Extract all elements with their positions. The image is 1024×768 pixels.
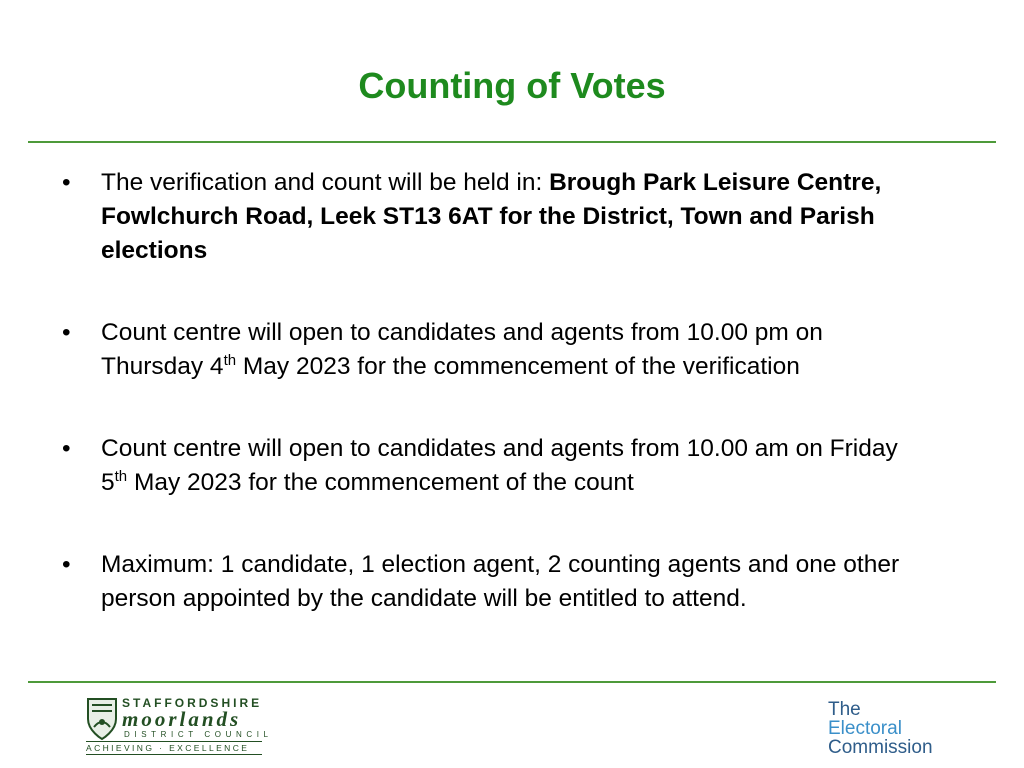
page-title: Counting of Votes: [358, 65, 666, 106]
commission-logo-line3: Commission: [828, 737, 933, 758]
bullet-venue: [62, 166, 922, 268]
council-logo-line3: DISTRICT COUNCIL: [124, 730, 273, 739]
bullet-verification-time: [62, 316, 922, 384]
commission-logo-line1: The: [828, 699, 861, 720]
council-logo-line1: STAFFORDSHIRE: [122, 696, 263, 710]
bullet-attendance: [62, 548, 922, 616]
bullet-marker: •: [62, 435, 71, 462]
bullet-marker: •: [62, 319, 71, 346]
bullet-verification-text-a: Count centre will open to candidates and agents from 10.00 pm on Thursday 4: [101, 319, 823, 380]
bullet-count-time: [62, 432, 922, 500]
bullet-count-text-b: May 2023 for the commencement of the count: [127, 469, 634, 496]
bullet-marker: •: [62, 169, 71, 196]
commission-logo-line2: Electoral: [828, 718, 902, 739]
electoral-commission-logo: [828, 700, 933, 757]
council-crest-icon: [86, 697, 118, 741]
council-logo-line2: moorlands: [122, 707, 242, 731]
bullet-attendance-text: Maximum: 1 candidate, 1 election agent, 2 counting agents and one other person appointed by the candidate will be entitled to attend.: [101, 551, 900, 612]
bullet-count-text-a: Count centre will open to candidates and agents from 10.00 am on Friday 5: [101, 435, 898, 496]
ordinal-suffix: th: [114, 467, 128, 485]
bottom-divider: [28, 681, 996, 683]
bullet-venue-location: Brough Park Leisure Centre, Fowlchurch Road, Leek ST13 6AT for the District, Town and Parish elections: [101, 169, 882, 264]
bullet-venue-intro: The verification and count will be held in:: [101, 169, 550, 196]
ordinal-suffix: th: [223, 351, 237, 369]
top-divider: [28, 141, 996, 143]
bullet-verification-text-b: May 2023 for the commencement of the verification: [236, 353, 800, 380]
bullet-marker: •: [62, 551, 71, 578]
council-logo-tagline: ACHIEVING · EXCELLENCE: [86, 741, 262, 755]
council-logo: [86, 695, 273, 755]
bullet-list: [62, 166, 922, 616]
